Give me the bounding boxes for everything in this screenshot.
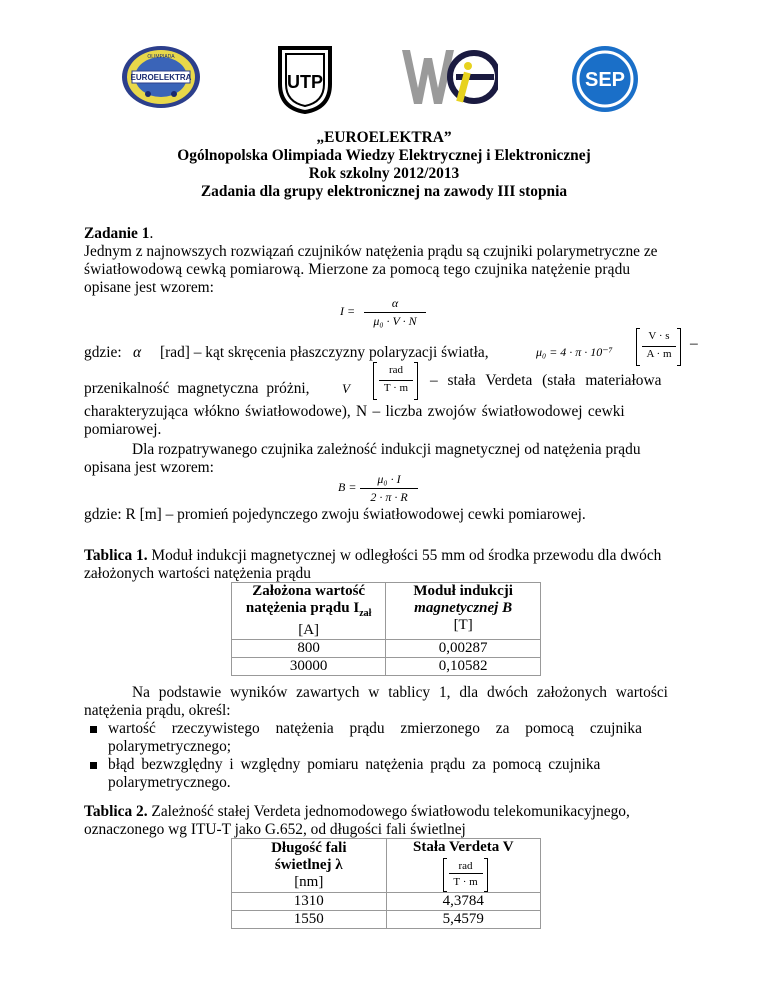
- table-cell: 0,10582: [386, 658, 541, 676]
- table-cell: 4,3784: [386, 893, 540, 911]
- bullet-item: wartość rzeczywistego natężenia prądu zmierzonego za pomocą czujnika: [108, 720, 642, 737]
- formula-current-numerator: α: [391, 296, 399, 310]
- task-paragraph-line: Jednym z najnowszych rozwiązań czujników natężenia prądu są czujniki polarymetryczne ze: [84, 243, 658, 260]
- header-subtitle: Zadania dla grupy elektronicznej na zawody III stopnia: [200, 183, 568, 200]
- svg-text:UTP: UTP: [287, 72, 323, 92]
- alpha-definition: [rad] – kąt skręcenia płaszczyzny polaryzacji światła,: [160, 344, 489, 361]
- radius-definition: gdzie: R [m] – promień pojedynczego zwoju światłowodowej cewki pomiarowej.: [84, 506, 586, 523]
- table-cell: 1310: [232, 893, 387, 911]
- bullet-item: polarymetrycznego;: [108, 738, 232, 755]
- verdet-symbol: V: [342, 381, 350, 396]
- sep-logo: [570, 44, 640, 114]
- table-row: [232, 911, 541, 929]
- svg-text:EUROELEKTRA: EUROELEKTRA: [130, 73, 192, 82]
- task-paragraph-line: charakteryzująca włókno światłowodowe), N – liczba zwojów światłowodowej cewki: [84, 403, 625, 420]
- table1-header-induction: Moduł indukcji magnetycznej B [T]: [386, 583, 541, 640]
- unit-numerator: rad: [388, 364, 404, 376]
- fraction-bar: [379, 380, 413, 381]
- fraction-bar: [360, 488, 418, 489]
- fraction-bar: [642, 346, 676, 347]
- task-paragraph-line: opisane jest wzorem:: [84, 279, 214, 296]
- table2-caption: oznaczonego wg ITU-T jako G.652, od długości fali świetlnej: [84, 821, 466, 838]
- table2-header-verdet: Stała Verdeta V rad T · m: [386, 839, 540, 893]
- fraction-bar: [364, 312, 426, 313]
- task-paragraph-line: pomiarowej.: [84, 421, 162, 438]
- table-cell: 30000: [232, 658, 386, 676]
- bullet-item: polarymetrycznego.: [108, 774, 231, 791]
- formula-current-lhs: I =: [340, 304, 356, 318]
- table2-caption: Tablica 2. Zależność stałej Verdeta jednomodowego światłowodu telekomunikacyjnego,: [84, 803, 630, 820]
- svg-text:OLIMPIADA: OLIMPIADA: [147, 54, 175, 60]
- task-paragraph-line: światłowodową cewką pomiarową. Mierzone za pomocą tego czujnika natężenie prądu: [84, 261, 631, 278]
- formula-current-denominator: μ₀ · V · N: [373, 314, 417, 328]
- table-row: [232, 893, 541, 911]
- header-title: „EUROELEKTRA”: [316, 129, 452, 146]
- table-cell: 5,4579: [386, 911, 540, 929]
- table1-header-current: Założona wartość natężenia prądu $I_{zał}$ [A]: [232, 583, 386, 640]
- task-title: Zadanie 1.: [84, 225, 154, 242]
- wte-logo: [400, 44, 498, 110]
- bullet-icon: [90, 762, 97, 769]
- instruction-line: Na podstawie wyników zawartych w tablicy 1, dla dwóch założonych wartości: [132, 684, 668, 701]
- mu0-formula: μ₀ = 4 · π · 10⁻⁷: [536, 345, 613, 359]
- svg-text:SEP: SEP: [584, 69, 626, 91]
- definition-label: gdzie:: [84, 344, 122, 361]
- table-cell: 0,00287: [386, 640, 541, 658]
- unit-denominator: T · m: [383, 382, 409, 394]
- task-paragraph-line: Dla rozpatrywanego czujnika zależność indukcji magnetycznej od natężenia prądu: [132, 441, 641, 458]
- unit-bracket: [677, 328, 681, 366]
- instruction-line: natężenia prądu, określ:: [84, 702, 231, 719]
- table1: [231, 582, 541, 676]
- table1-caption: Tablica 1. Moduł indukcji magnetycznej w odległości 55 mm od środka przewodu dla dwóch: [84, 547, 662, 564]
- task-paragraph-line: opisana jest wzorem:: [84, 459, 214, 476]
- mu0-definition: przenikalność magnetyczna próżni,: [84, 380, 310, 397]
- unit-denominator: A · m: [646, 348, 672, 360]
- header-olympiad: Ogólnopolska Olimpiada Wiedzy Elektrycznej i Elektronicznej: [177, 147, 591, 164]
- bullet-icon: [90, 726, 97, 733]
- bullet-item: błąd bezwzględny i względny pomiaru natężenia prądu za pomocą czujnika: [108, 756, 601, 773]
- table1-caption: założonych wartości natężenia prądu: [84, 565, 311, 582]
- formula-induction-denominator: 2 · π · R: [370, 490, 408, 504]
- table-row: [232, 640, 541, 658]
- utp-logo: [276, 44, 334, 114]
- table-cell: 1550: [232, 911, 387, 929]
- table2-header-wavelength: Długość fali świetlnej λ [nm]: [232, 839, 387, 893]
- verdet-definition: – stała Verdeta (stała materiałowa: [430, 372, 662, 389]
- table-cell: 800: [232, 640, 386, 658]
- verdet-unit: rad T · m: [387, 856, 540, 892]
- formula-induction-numerator: μ₀ · I: [377, 472, 401, 486]
- formula-induction-lhs: B =: [338, 480, 357, 494]
- alpha-symbol: α: [133, 344, 142, 361]
- dash: –: [690, 335, 698, 352]
- table-row: [232, 658, 541, 676]
- header-school-year: Rok szkolny 2012/2013: [308, 165, 460, 182]
- table2: [231, 838, 541, 929]
- unit-numerator: V · s: [648, 330, 670, 342]
- euroelektra-logo: [120, 44, 202, 110]
- unit-bracket: [414, 362, 418, 400]
